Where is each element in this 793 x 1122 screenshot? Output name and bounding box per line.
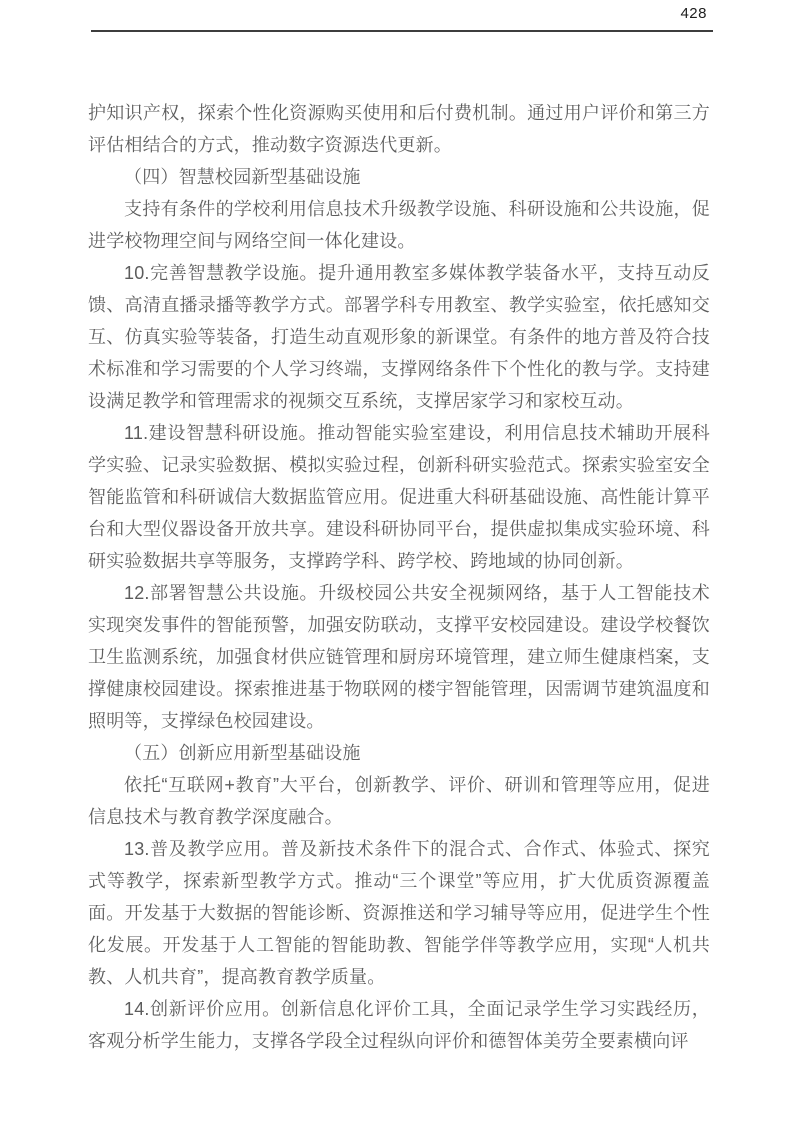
para-item-10: 10.完善智慧教学设施。提升通用教室多媒体教学装备水平，支持互动反馈、高清直播录播等教学方式。部署学科专用教室、教学实验室，依托感知交互、仿真实验等装备，打造生动直观形象的新课堂。有条件的地方普及符合技术标准和学习需要的个人学习终端，支撑网络条件下个性化的教与学。支持建设满足教学和管理需求的视频交互系统，支撑居家学习和家校互动。 xyxy=(88,263,710,411)
para-item-12: 12.部署智慧公共设施。升级校园公共安全视频网络，基于人工智能技术实现突发事件的智能预警，加强安防联动，支撑平安校园建设。建设学校餐饮卫生监测系统，加强食材供应链管理和厨房环境管理，建立师生健康档案，支撑健康校园建设。探索推进基于物联网的楼宇智能管理，因需调节建筑温度和照明等，支撑绿色校园建设。 xyxy=(88,583,710,731)
para-item-13: 13.普及教学应用。普及新技术条件下的混合式、合作式、体验式、探究式等教学，探索新型教学方式。推动“三个课堂”等应用，扩大优质资源覆盖面。开发基于大数据的智能诊断、资源推送和学习辅导等应用，促进学生个性化发展。开发基于人工智能的智能助教、智能学伴等教学应用，实现“人机共教、人机共育”，提高教育教学质量。 xyxy=(88,839,710,987)
para-continuation: 护知识产权，探索个性化资源购买使用和后付费机制。通过用户评价和第三方评估相结合的方式，推动数字资源迭代更新。 xyxy=(88,103,710,155)
page-number: 428 xyxy=(680,5,707,22)
para-item-14: 14.创新评价应用。创新信息化评价工具，全面记录学生学习实践经历，客观分析学生能力，支撑各学段全过程纵向评价和德智体美劳全要素横向评 xyxy=(88,999,710,1051)
heading-section-5: （五）创新应用新型基础设施 xyxy=(124,743,361,763)
para-intro-section-5: 依托“互联网+教育”大平台，创新教学、评价、研训和管理等应用，促进信息技术与教育教学深度融合。 xyxy=(88,775,710,827)
para-intro-section-4: 支持有条件的学校利用信息技术升级教学设施、科研设施和公共设施，促进学校物理空间与网络空间一体化建设。 xyxy=(88,199,710,251)
document-body xyxy=(88,97,710,1057)
heading-section-4: （四）智慧校园新型基础设施 xyxy=(124,167,361,187)
para-item-11: 11.建设智慧科研设施。推动智能实验室建设，利用信息技术辅助开展科学实验、记录实验数据、模拟实验过程，创新科研实验范式。探索实验室安全智能监管和科研诚信大数据监管应用。促进重大科研基础设施、高性能计算平台和大型仪器设备开放共享。建设科研协同平台，提供虚拟集成实验环境、科研实验数据共享等服务，支撑跨学科、跨学校、跨地域的协同创新。 xyxy=(88,423,710,571)
header-rule xyxy=(91,30,713,32)
